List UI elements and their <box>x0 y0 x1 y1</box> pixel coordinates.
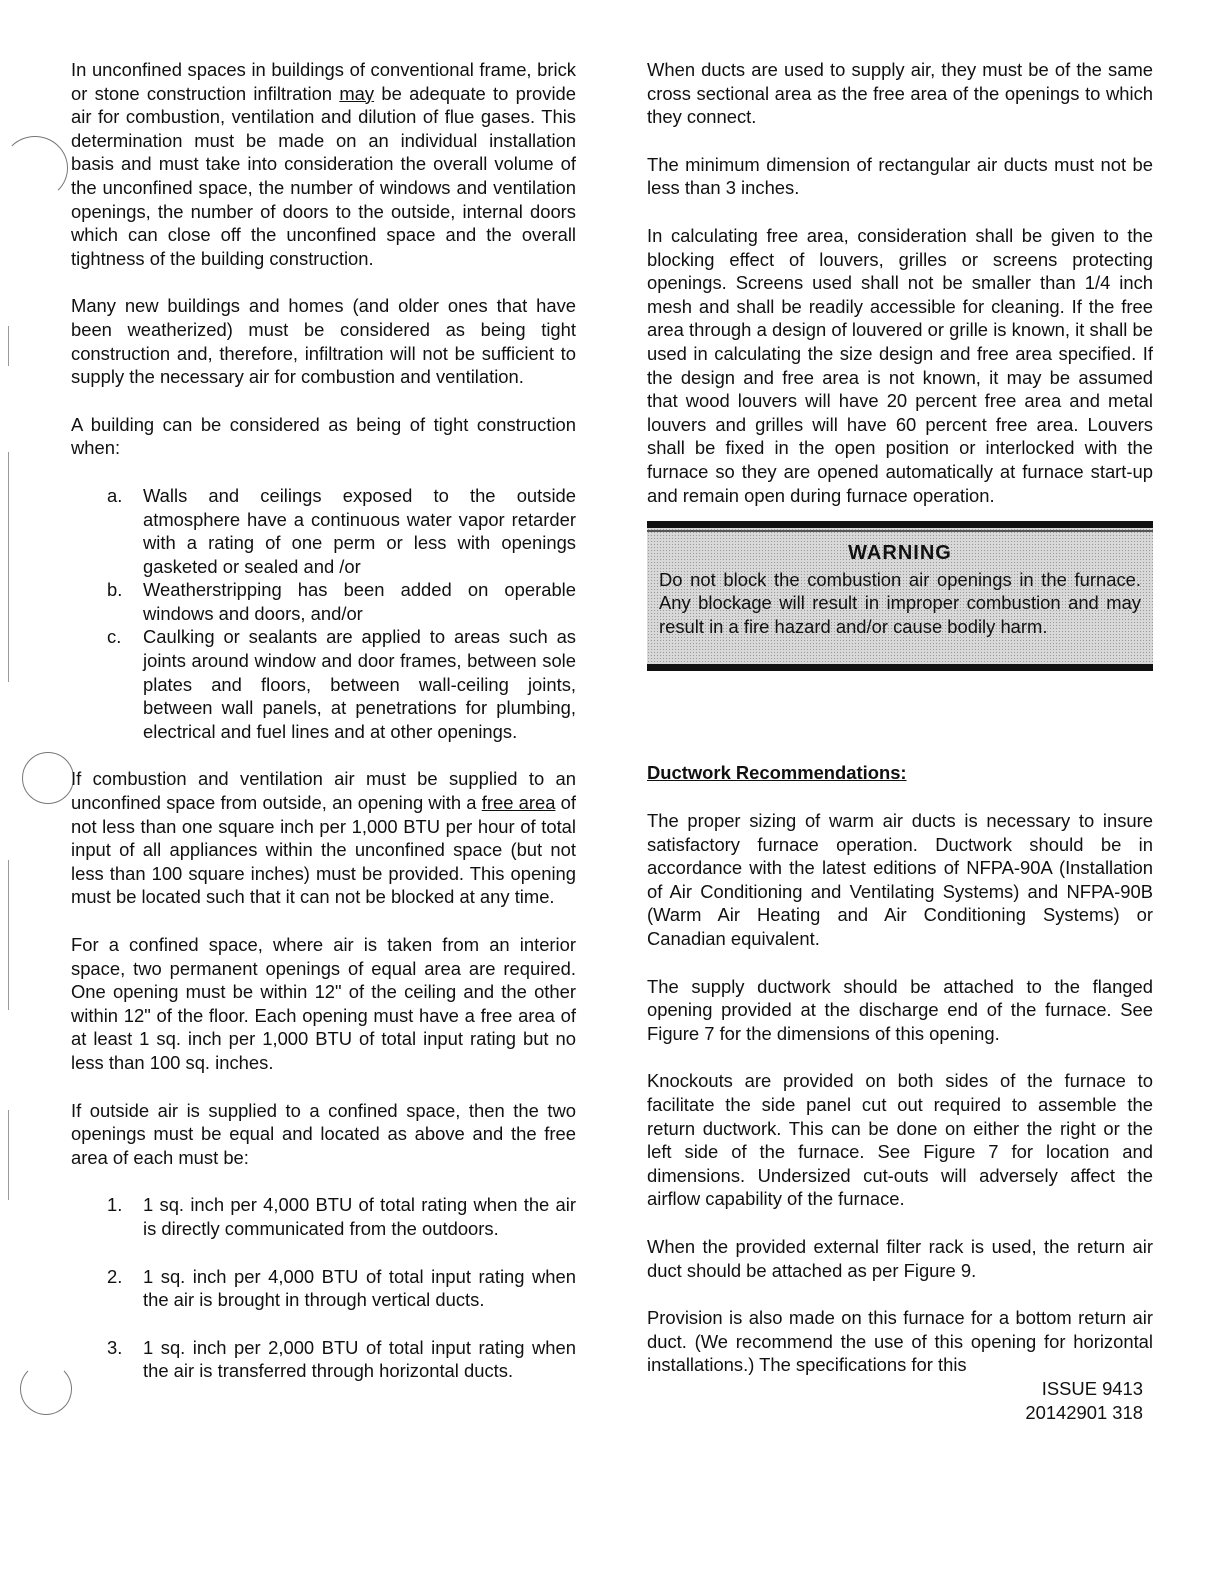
paragraph-bottom-return: Provision is also made on this furnace for a bottom return air duct. (We recommend the use of this opening for horizontal installations.) The specifications for this <box>647 1307 1153 1376</box>
paragraph-supply-ductwork: The supply ductwork should be attached to the flanged opening provided at the discharge end of the furnace. See Figure 7 for the dimensions of this opening. <box>647 975 1153 1044</box>
free-area-list <box>71 1193 576 1383</box>
warning-title: WARNING <box>848 542 952 565</box>
list-item: a. Walls and ceilings exposed to the outside atmosphere have a continuous water vapor retarder with a rating of one perm or less with openings gasketed or sealed and /or <box>107 484 576 577</box>
list-item: 3. 1 sq. inch per 2,000 BTU of total input rating when the air is transferred through horizontal ducts. <box>107 1336 576 1382</box>
paragraph-filter-rack: When the provided external filter rack is used, the return air duct should be attached as per Figure 9. <box>647 1235 1153 1281</box>
paragraph-confined-space: For a confined space, where air is taken from an interior space, two permanent openings of equal area are required. One opening must be within 12" of the ceiling and the other within 12" of the floor. Each opening must have a free area of at least 1 sq. inch per 1,000 BTU of total input rating but no less than 100 sq. inches. <box>71 934 576 1073</box>
punch-hole-top <box>2 136 68 200</box>
paragraph-outside-air-confined: If outside air is supplied to a confined space, then the two openings must be equal and located as above and the free area of each must be: <box>71 1099 576 1168</box>
paragraph-free-area-calculation: In calculating free area, consideration shall be given to the blocking effect of louvers, grilles or screens protecting openings. Screens used shall not be smaller than 1/4 inch mesh and shall be readily accessible for cleaning. If the free area through a design of louvered or grille is known, it shall be used in calculating the size design and free area specified. If the design and free area is not known, it may be assumed that wood louvers will have 20 percent free area and metal louvers and grilles will have 60 percent free area. Louvers shall be fixed in the open position or interlocked with the furnace so they are opened automatically at furnace start-up and remain open during furnace operation. <box>647 224 1153 506</box>
margin-mark <box>8 860 9 1010</box>
margin-mark <box>8 1110 9 1200</box>
paragraph-minimum-dimension: The minimum dimension of rectangular air ducts must not be less than 3 inches. <box>647 153 1153 199</box>
paragraph-knockouts: Knockouts are provided on both sides of the furnace to facilitate the side panel cut out required to assemble the return ductwork. This can be done on either the right or the left side of the furnace. See Figure 7 for location and dimensions. Undersized cut-outs will adversely affect the airflow capability of the furnace. <box>647 1070 1153 1210</box>
margin-mark <box>8 452 9 682</box>
warning-box <box>647 521 1153 671</box>
paragraph-duct-sizing: The proper sizing of warm air ducts is necessary to insure satisfactory furnace operation. Ductwork should be in accordance with the latest editions of NFPA-90A (Installation of Air Conditioning and Ventilating Systems) and NFPA-90B (Warm Air Heating and Air Conditioning Systems) or Canadian equivalent. <box>647 810 1153 950</box>
list-item: c. Caulking or sealants are applied to areas such as joints around window and door frames, between sole plates and floors, between wall-ceiling joints, between wall panels, at penetrations for plumbing, electrical and fuel lines and at other openings. <box>107 626 576 742</box>
list-item: 2. 1 sq. inch per 4,000 BTU of total input rating when the air is brought in through vertical ducts. <box>107 1265 576 1311</box>
warning-text: Do not block the combustion air openings in the furnace. Any blockage will result in improper combustion and may result in a fire hazard and/or cause bodily harm. <box>659 568 1141 637</box>
tight-construction-list <box>71 484 576 744</box>
paragraph-unconfined-spaces: In unconfined spaces in buildings of conventional frame, brick or stone construction infiltration may be adequate to provide air for combustion, ventilation and dilution of flue gases. This determination must be made on an individual installation basis and must take into consideration the overall volume of the unconfined space, the number of windows and ventilation openings, the number of doors to the outside, internal doors which can close off the unconfined space and the overall tightness of the building construction. <box>71 59 576 269</box>
list-item: b. Weatherstripping has been added on operable windows and doors, and/or <box>107 579 576 624</box>
left-column <box>71 58 576 1383</box>
punch-hole-bottom <box>20 1363 72 1415</box>
list-item: 1. 1 sq. inch per 4,000 BTU of total rating when the air is directly communicated from the outdoors. <box>107 1194 576 1239</box>
paragraph-ducts-supply-air: When ducts are used to supply air, they must be of the same cross sectional area as the free area of the openings to which they connect. <box>647 59 1153 128</box>
document-number: 20142901 318 <box>1025 1401 1143 1423</box>
ductwork-heading: Ductwork Recommendations: <box>647 762 907 784</box>
paragraph-combustion-air-outside: If combustion and ventilation air must be supplied to an unconfined space from outside, an opening with a free area of not less than one square inch per 1,000 BTU per hour of total input of all appliances within the unconfined space (but not less than 100 square inches) must be provided. This opening must be located such that it can not be blocked at any time. <box>71 768 576 908</box>
paragraph-new-buildings: Many new buildings and homes (and older ones that have been weatherized) must be considered as being tight construction and, therefore, infiltration will not be sufficient to supply the necessary air for combustion and ventilation. <box>71 295 576 388</box>
issue-number: ISSUE 9413 <box>1041 1377 1143 1399</box>
punch-hole-middle <box>22 752 74 804</box>
margin-mark <box>8 326 9 366</box>
right-column <box>647 58 1153 1424</box>
paragraph-tight-construction: A building can be considered as being of tight construction when: <box>71 413 576 459</box>
